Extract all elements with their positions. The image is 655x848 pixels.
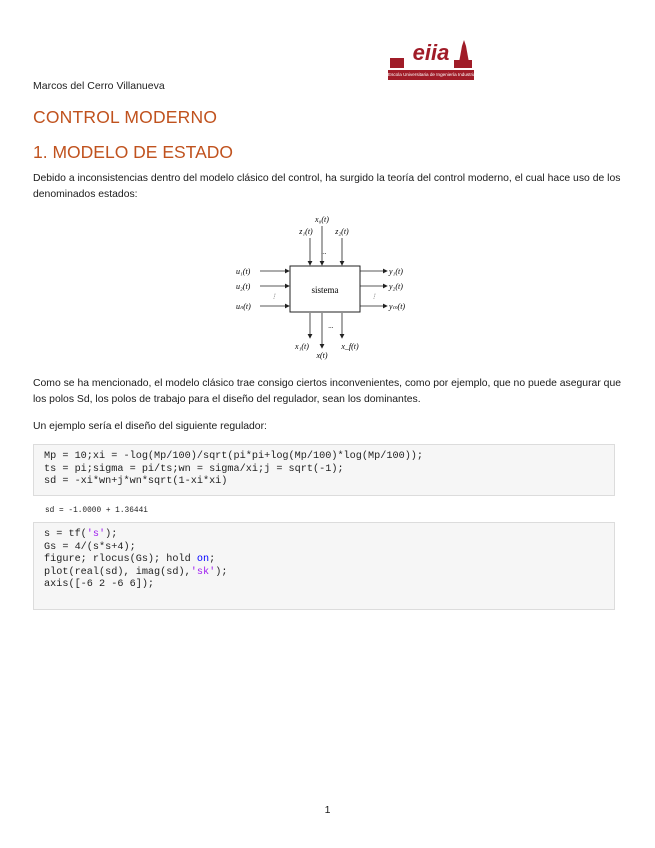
- input-u1: u₁(t): [236, 267, 251, 276]
- code-text: ;: [209, 554, 216, 566]
- input-un: uₙ(t): [236, 302, 251, 311]
- code-string: 's': [86, 529, 106, 540]
- code-line: [44, 529, 604, 542]
- page-title: CONTROL MODERNO: [33, 107, 218, 127]
- eiia-logo: [388, 40, 531, 84]
- label-x-end: x(t): [316, 351, 328, 360]
- code-line: Mp = 10;xi = -log(Mp/100)/sqrt(pi*pi+log(Mp/100)*log(Mp/100));: [44, 451, 424, 462]
- example-paragraph: Un ejemplo sería el diseño del siguiente regulador:: [33, 421, 267, 432]
- code-text: figure; rlocus(Gs); hold: [44, 554, 197, 566]
- page-number: 1: [324, 804, 331, 816]
- label-x1: x₁(t): [295, 342, 309, 351]
- output-ym: yₘ(t): [389, 302, 406, 311]
- label-z2: z₂(t): [335, 227, 349, 236]
- logo-subtitle: Escola Universitaria de Ingeniería Industrial y Aeronáutica de Terrassa: [388, 70, 474, 80]
- intro-paragraph: Debido a inconsistencias dentro del modelo clásico del control, ha surgido la teoría del control moderno, el cual hace uso de los denominados estados:: [33, 173, 621, 200]
- code-text: plot(real(sd), imag(sd),: [44, 566, 191, 578]
- input-u2: u₂(t): [236, 282, 251, 291]
- section-title: 1. MODELO DE ESTADO: [33, 142, 233, 162]
- code-line: [44, 567, 604, 580]
- output-dots: ⋮: [371, 294, 377, 300]
- top-dots: ...: [321, 248, 327, 256]
- code-line: Gs = 4/(s*s+4);: [44, 541, 136, 553]
- output-y2: y₂(t): [389, 282, 403, 291]
- code-text: );: [215, 566, 228, 578]
- author-name: Marcos del Cerro Villanueva: [33, 80, 165, 92]
- label-z1: z₁(t): [299, 227, 313, 236]
- code-line: sd = -xi*wn+j*wn*sqrt(1-xi*xi): [44, 476, 228, 488]
- state-system-diagram: [232, 210, 422, 360]
- explanation-paragraph: Como se ha mencionado, el modelo clásico trae consigo ciertos inconvenientes, como por ejemplo, que no puede asegurar que los polos Sd, los polos de trabajo para el diseño del regulador, sean los dominantes.: [33, 378, 621, 405]
- code-line: [44, 554, 604, 567]
- label-x0: x₀(t): [315, 215, 329, 224]
- command-output: sd = -1.0000 + 1.3644i: [45, 507, 148, 515]
- code-keyword: on: [196, 554, 210, 566]
- input-dots: ⋮: [271, 294, 277, 300]
- output-y1: y₁(t): [389, 267, 403, 276]
- code-string: 'sk': [190, 566, 216, 578]
- code-text: s = tf(: [44, 529, 87, 540]
- label-xf: x_f(t): [341, 342, 359, 351]
- code-block-1: [33, 444, 615, 496]
- code-line: ts = pi;sigma = pi/ts;wn = sigma/xi;j = sqrt(-1);: [44, 463, 344, 475]
- bottom-dots: ...: [328, 322, 334, 330]
- code-line: axis([-6 2 -6 6]);: [44, 579, 155, 591]
- logo-name: eiia: [412, 40, 450, 65]
- system-block-label: sistema: [311, 285, 339, 295]
- code-text: );: [105, 529, 118, 540]
- code-block-2: [33, 522, 615, 610]
